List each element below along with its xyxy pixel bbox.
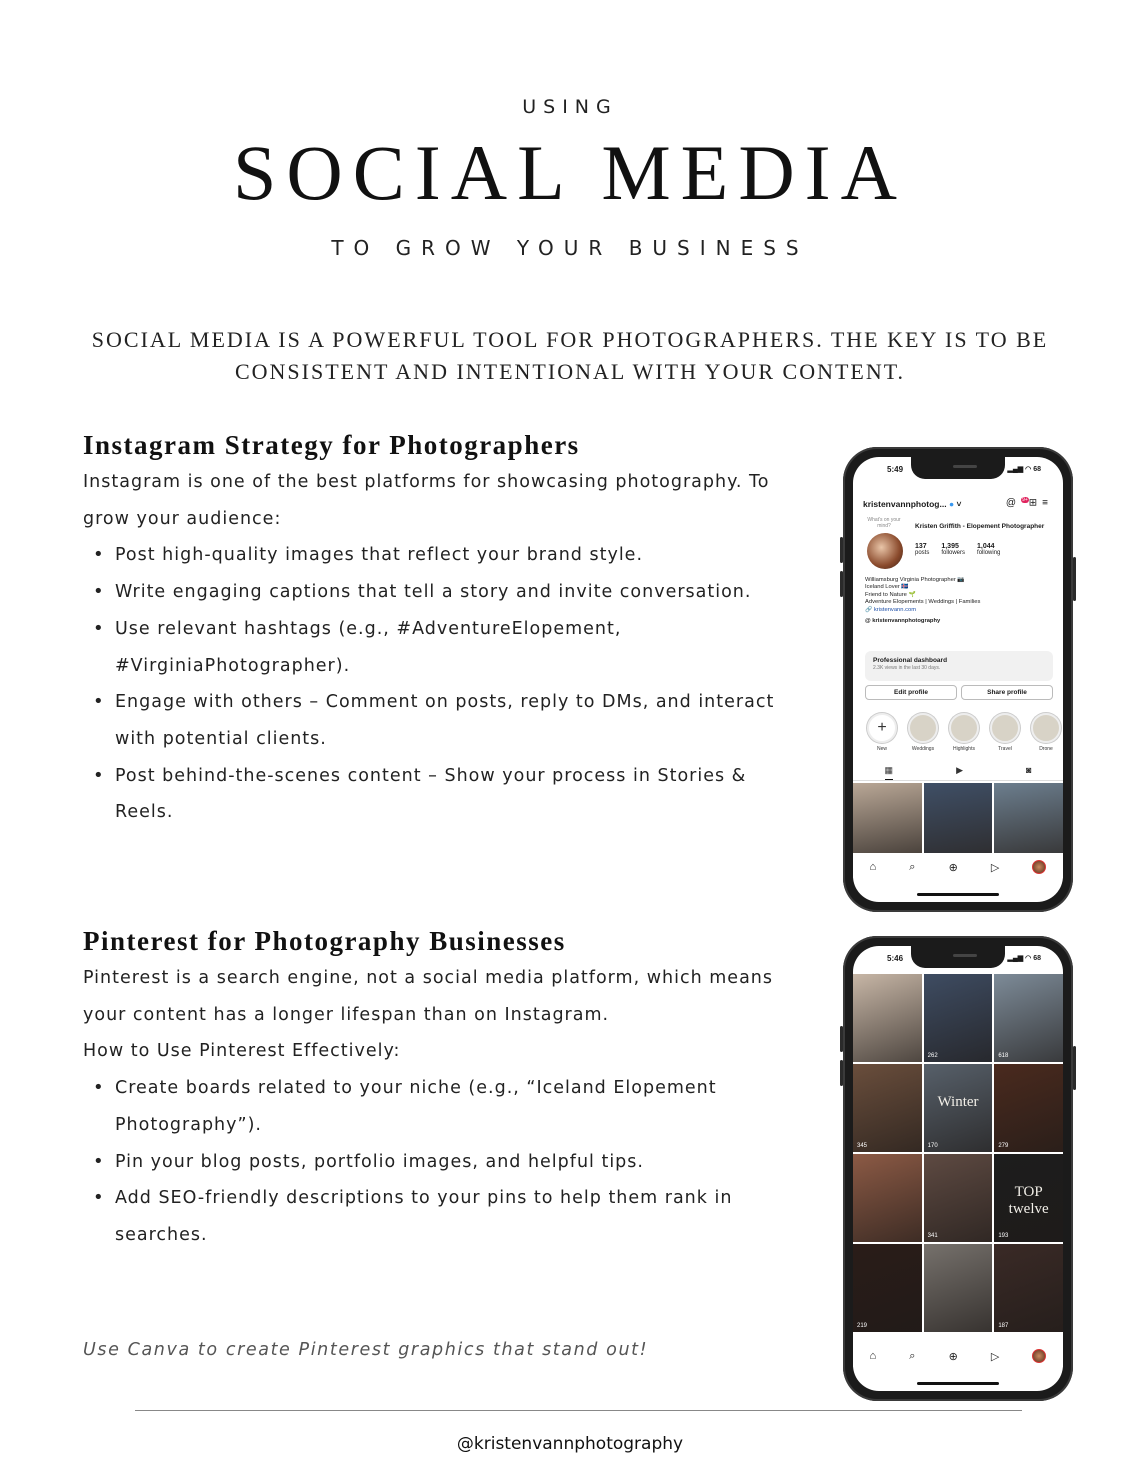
story-highlights: [865, 713, 1063, 757]
highlight-label: Drone: [1039, 746, 1053, 752]
list-item: • Write engaging captions that tell a story and invite conversation.: [83, 574, 803, 611]
list-item: • Post high-quality images that reflect your brand style.: [83, 537, 803, 574]
highlight-item[interactable]: [1029, 713, 1063, 757]
threads-link[interactable]: @ kristenvannphotography: [865, 618, 941, 625]
pin-tile[interactable]: [853, 1064, 922, 1152]
status-icons: ▂▄▆ ◠ 68: [1007, 955, 1041, 962]
footer-handle: @kristenvannphotography: [456, 1434, 684, 1454]
pin-tile[interactable]: [994, 974, 1063, 1062]
canva-tip: Use Canva to create Pinterest graphics that stand out!: [83, 1340, 649, 1360]
professional-dashboard[interactable]: [865, 651, 1053, 681]
page-title: SOCIAL MEDIA: [233, 129, 907, 216]
pin-view-count: 262: [927, 1053, 938, 1059]
phone-side-button: [840, 1026, 843, 1052]
grid-photo[interactable]: [994, 783, 1063, 853]
instagram-intro: Instagram is one of the best platforms for showcasing photography. To grow your audience:: [83, 472, 770, 529]
profile-stats: [915, 543, 1000, 557]
instagram-heading: Instagram Strategy for Photographers: [83, 430, 580, 460]
pinterest-bullets: [83, 1070, 803, 1254]
instagram-top-bar: [863, 497, 1053, 515]
pin-tile[interactable]: [853, 1154, 922, 1242]
bio-line: Friend to Nature 🌱: [865, 591, 916, 598]
highlight-cover: [949, 713, 979, 743]
grid-photo[interactable]: [853, 783, 922, 853]
page-subtitle: TO GROW YOUR BUSINESS: [331, 236, 809, 260]
reels-icon[interactable]: ▶: [956, 765, 963, 775]
pin-grid: [853, 974, 1063, 1332]
pinterest-phone-mockup: [843, 936, 1073, 1401]
stat-followers[interactable]: [941, 543, 965, 557]
highlight-label: Travel: [998, 746, 1012, 752]
instagram-top-icons: [1006, 497, 1053, 508]
list-item: • Post behind-the-scenes content – Show your process in Stories & Reels.: [83, 758, 803, 831]
stat-following[interactable]: [977, 543, 1000, 557]
profile-display-name: Kristen Griffith - Elopement Photographer: [915, 523, 1045, 530]
username-text: kristenvannphotog...: [863, 499, 947, 509]
status-bar: [853, 954, 1063, 968]
highlight-item[interactable]: [906, 713, 940, 757]
home-icon[interactable]: ⌂: [869, 861, 877, 873]
create-icon[interactable]: ⊕: [948, 861, 958, 874]
stat-value: 137: [915, 543, 927, 550]
pinterest-section: [83, 924, 803, 1254]
list-item: • Add SEO-friendly descriptions to your pins to help them rank in searches.: [83, 1180, 803, 1253]
pin-view-count: 170: [927, 1143, 938, 1149]
reels-icon[interactable]: ▷: [990, 861, 1000, 874]
instagram-bullets: [83, 537, 803, 831]
dashboard-title: Professional dashboard: [873, 657, 948, 664]
instagram-profile-header: [863, 517, 1055, 571]
highlight-item[interactable]: [988, 713, 1022, 757]
home-indicator: [917, 893, 999, 896]
share-profile-button[interactable]: Share profile: [961, 685, 1053, 700]
bio-link[interactable]: [865, 607, 1055, 614]
instagram-phone-mockup: [843, 447, 1073, 912]
status-bar: [853, 465, 1063, 479]
edit-profile-button[interactable]: Edit profile: [865, 685, 957, 700]
stat-label: posts: [915, 550, 930, 556]
search-icon[interactable]: ⌕: [909, 1349, 916, 1362]
profile-tabs: [853, 765, 1063, 781]
pin-view-count: 279: [998, 1143, 1009, 1149]
bio-line: Williamsburg Virginia Photographer 📷: [865, 577, 965, 583]
phone-side-button: [840, 537, 843, 563]
pin-tile[interactable]: [994, 1244, 1063, 1332]
grid-photo[interactable]: [924, 783, 993, 853]
instagram-screen: [853, 457, 1063, 902]
highlight-label: New: [876, 746, 887, 752]
list-item: • Engage with others – Comment on posts, reply to DMs, and interact with potential clients.: [83, 684, 803, 757]
pin-tile[interactable]: [994, 1154, 1063, 1242]
plus-icon: +: [867, 713, 897, 743]
pin-tile[interactable]: [924, 1244, 993, 1332]
profile-buttons: [865, 685, 1053, 700]
profile-bio: [865, 577, 1055, 625]
link-icon: 🔗: [865, 606, 873, 613]
highlight-cover: [1031, 713, 1061, 743]
verified-icon: ●: [948, 499, 955, 509]
pin-view-count: 618: [998, 1053, 1009, 1059]
status-icons: ▂▄▆ ◠ 68: [1007, 466, 1041, 473]
stat-label: following: [977, 550, 1001, 556]
photo-grid: [853, 783, 1063, 853]
intro-text: SOCIAL MEDIA IS A POWERFUL TOOL FOR PHOTOGRAPHERS. THE KEY IS TO BE CONSISTENT AND INTENTIONAL WITH YOUR CONTENT.: [91, 327, 1049, 384]
pin-tile[interactable]: [924, 974, 993, 1062]
profile-avatar-icon[interactable]: [1032, 860, 1046, 874]
list-item: • Use relevant hashtags (e.g., #AdventureElopement, #VirginiaPhotographer).: [83, 611, 803, 684]
bottom-nav: [853, 856, 1063, 878]
status-time: 5:46: [887, 954, 904, 963]
pinterest-heading: Pinterest for Photography Businesses: [83, 926, 566, 956]
pin-view-count: 341: [927, 1233, 938, 1239]
reels-icon[interactable]: ▷: [990, 1350, 1000, 1363]
pin-view-count: 345: [857, 1143, 868, 1149]
bio-link-text: kristenvann.com: [873, 606, 917, 613]
bottom-nav: [853, 1345, 1063, 1367]
pinterest-screen: [853, 946, 1063, 1391]
pinterest-intro: Pinterest is a search engine, not a social media platform, which means your content has a longer lifespan than on Instagram.: [83, 968, 774, 1025]
phone-side-button: [840, 571, 843, 597]
highlight-item[interactable]: [947, 713, 981, 757]
highlight-cover: [990, 713, 1020, 743]
search-icon[interactable]: ⌕: [909, 860, 916, 873]
tagged-icon[interactable]: ◙: [1026, 765, 1032, 775]
grid-icon[interactable]: ▦: [885, 765, 894, 780]
pin-tile[interactable]: [853, 1244, 922, 1332]
create-icon[interactable]: ⊕: [948, 1350, 958, 1363]
pin-title-text: Winter: [937, 1094, 979, 1110]
pin-tile[interactable]: [924, 1064, 993, 1152]
page-kicker: USING: [522, 96, 618, 118]
add-icon[interactable]: ⊞: [1028, 497, 1043, 509]
threads-icon[interactable]: @: [1005, 497, 1022, 509]
battery-level: 68: [1033, 955, 1041, 962]
phone-side-button: [1073, 557, 1076, 601]
pin-view-count: 193: [998, 1233, 1009, 1239]
pinterest-howto: How to Use Pinterest Effectively:: [83, 1041, 401, 1062]
stat-label: followers: [941, 550, 966, 556]
notification-badge: 9+: [1022, 497, 1028, 503]
footer-divider: [135, 1410, 1022, 1411]
pin-tile[interactable]: [853, 974, 922, 1062]
highlight-label: Weddings: [911, 746, 935, 752]
list-item: • Pin your blog posts, portfolio images, and helpful tips.: [83, 1144, 803, 1181]
highlight-label: Highlights: [953, 746, 975, 752]
status-time: 5:49: [887, 465, 904, 474]
list-item: • Create boards related to your niche (e.g., “Iceland Elopement Photography”).: [83, 1070, 803, 1143]
pin-view-count: 187: [998, 1323, 1009, 1329]
threads-text: kristenvannphotography: [872, 618, 941, 625]
pin-tile[interactable]: [994, 1064, 1063, 1152]
menu-icon[interactable]: ≡: [1042, 497, 1053, 509]
profile-avatar-icon[interactable]: [1032, 1349, 1046, 1363]
highlight-cover: [908, 713, 938, 743]
pin-title-text: TOP twelve: [1008, 1184, 1049, 1217]
battery-level: 68: [1033, 466, 1041, 473]
pin-tile[interactable]: [924, 1154, 993, 1242]
instagram-username[interactable]: kristenvannphotog... ● ˅: [863, 499, 962, 509]
highlight-new[interactable]: [865, 713, 899, 757]
bio-line: Iceland Lover 🇮🇸: [865, 584, 909, 591]
home-icon[interactable]: ⌂: [869, 1350, 877, 1362]
home-indicator: [917, 1382, 999, 1385]
stat-posts[interactable]: [915, 543, 929, 557]
note-bubble: What's on your mind?: [867, 517, 901, 529]
bio-line: Adventure Elopements | Weddings | Families: [865, 599, 981, 606]
phone-side-button: [840, 1060, 843, 1086]
avatar[interactable]: [867, 533, 903, 569]
stat-value: 1,395: [941, 543, 959, 550]
instagram-section: [83, 428, 803, 831]
stat-value: 1,044: [977, 543, 995, 550]
dashboard-subtitle: 2.3K views in the last 30 days.: [873, 665, 941, 671]
pin-view-count: 219: [857, 1323, 868, 1329]
phone-side-button: [1073, 1046, 1076, 1090]
